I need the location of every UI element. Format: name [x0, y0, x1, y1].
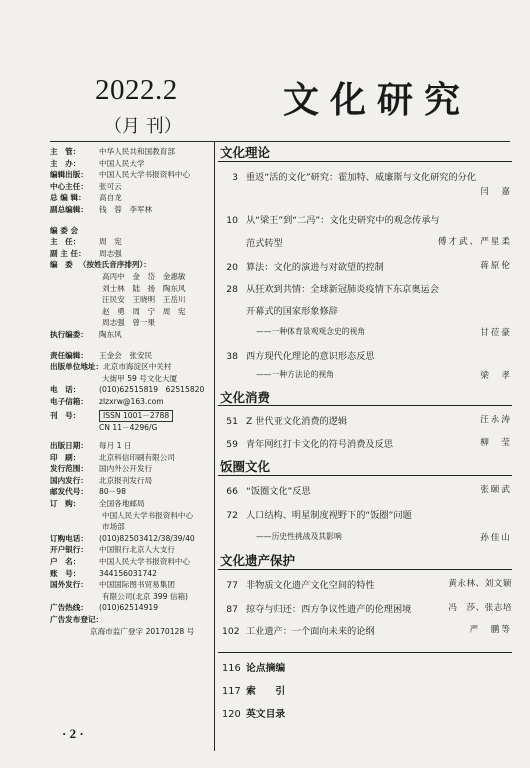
entry-title: 英文目录: [246, 709, 286, 720]
postcode: 80－98: [99, 487, 126, 497]
entry-title: 人口结构、明星制度视野下的“饭圈”问题: [246, 510, 412, 521]
journal-title: 文化研究: [283, 79, 472, 121]
account-label: 账 号：: [50, 568, 81, 578]
chief-editor: 高自龙: [99, 193, 122, 203]
section-rule: [218, 569, 512, 570]
chief-editor-label: 总 编 辑：: [50, 193, 86, 203]
members-label: 编 委: [50, 260, 73, 270]
committee-head: 周 宪: [99, 237, 122, 247]
section-rule: [218, 652, 512, 653]
issn-label: 刊 号：: [50, 411, 81, 421]
address-line2: 大街甲 59 号文化大厦: [102, 373, 178, 383]
entry-title-cont: 开幕式的国家形象修辞: [246, 306, 338, 317]
order-phone: (010)82503412/38/39/40: [99, 533, 195, 543]
entry-page: 38: [226, 351, 238, 362]
section-rule: [218, 475, 512, 476]
toc-entry[interactable]: [222, 507, 512, 521]
entry-subtitle: ——历史性挑战及其影响: [256, 532, 342, 541]
entry-title: 青年网红打卡文化的符号消费及反思: [246, 439, 393, 450]
entry-title: 非物质文化遗产文化空间的特性: [246, 580, 375, 591]
entry-title: 算法：文化的演进与对欲望的控制: [246, 262, 384, 273]
exec-editor-label: 执行编委：: [50, 329, 88, 339]
account-name: 中国人民大学书报资料中心: [99, 557, 191, 566]
order-label: 订 购：: [50, 499, 81, 509]
entry-page: 72: [226, 510, 238, 521]
ad-phone: (010)62514919: [99, 603, 159, 613]
entry-title: 工业遗产：一个面向未来的论纲: [246, 626, 375, 637]
exec-editor: 陶东风: [99, 329, 122, 339]
toc-entry[interactable]: [222, 577, 512, 591]
entry-page: 66: [226, 486, 238, 497]
section-heading: 文化消费: [220, 390, 271, 405]
toc-entry[interactable]: [222, 259, 512, 273]
column-divider: [214, 141, 215, 751]
toc-entry-sub: [222, 531, 512, 542]
order-line3: 市场部: [102, 522, 125, 532]
header-divider: [50, 141, 510, 142]
toc-entry[interactable]: [222, 483, 512, 497]
intl-line1: 中国国际图书贸易集团: [99, 580, 175, 590]
entry-author: 黄永林、刘文颖: [448, 579, 512, 589]
cn-number: CN 11－4296/G: [99, 423, 158, 433]
member-line: 汪民安 王晓明 王岳川: [102, 295, 186, 305]
sponsor: 中华人民共和国教育部: [99, 147, 175, 156]
email-label: 电子信箱：: [50, 396, 88, 406]
resp-editor-label: 责任编辑：: [50, 350, 88, 360]
domestic-label: 国内发行：: [50, 475, 88, 485]
entry-title: 从狂欢到共情：全球新冠肺炎疫情下东京奥运会: [246, 284, 439, 295]
intl-label: 国外发行：: [50, 580, 88, 590]
committee-heading: 编 委 会: [50, 225, 79, 235]
host-label: 主 办：: [50, 158, 81, 168]
entry-title: 论点摘编: [246, 663, 286, 674]
entry-page: 28: [226, 284, 238, 295]
director: 张可云: [99, 181, 122, 191]
entry-title: Z 世代亚文化消费的逻辑: [246, 416, 348, 427]
host: 中国人民大学: [99, 158, 145, 168]
entry-page: 10: [226, 215, 238, 226]
section-rule: [218, 161, 512, 162]
entry-title-cont: 范式转型: [246, 238, 283, 249]
email: zlzxrw@163.com: [99, 396, 164, 406]
toc-entry[interactable]: [222, 413, 512, 427]
section-heading: 文化遗产保护: [220, 553, 296, 568]
editor: 中国人民大学书报资料中心: [99, 170, 191, 180]
entry-author: 甘莅豪: [480, 328, 512, 338]
toc-entry[interactable]: [222, 706, 512, 720]
entry-page: 87: [226, 604, 238, 615]
entry-title: 索 引: [246, 686, 286, 697]
distribution: 国内外公开发行: [99, 464, 153, 474]
toc-entry[interactable]: [222, 212, 512, 226]
entry-author: 傅才武、严星柔: [437, 237, 512, 247]
member-line: 赵 勇 周 宁 周 宪: [102, 306, 186, 316]
order-phone-label: 订购电话：: [50, 533, 88, 543]
entry-page: 51: [226, 416, 238, 427]
ad-reg: 京海市监广登字 20170128 号: [90, 626, 195, 636]
members-note: （按姓氏音序排列）：: [78, 260, 151, 270]
entry-subtitle: ——一种方法论的视角: [256, 370, 334, 379]
entry-page: 3: [232, 172, 238, 183]
entry-page: 116: [222, 663, 241, 674]
pub-date: 每月 1 日: [99, 441, 132, 451]
member-line: 周志强 曾一果: [102, 318, 156, 328]
section-heading: 饭圈文化: [220, 459, 271, 474]
toc-entry[interactable]: [222, 281, 512, 295]
entry-page: 102: [222, 626, 240, 637]
bank: 中国银行北京人大支行: [99, 545, 175, 555]
bank-label: 开户银行：: [50, 545, 88, 555]
toc-entry[interactable]: [222, 683, 512, 697]
toc-entry-cont: [222, 303, 512, 317]
issue-frequency: （月 刊）: [104, 116, 182, 137]
editor-label: 编辑出版：: [50, 170, 88, 180]
entry-page: 20: [226, 262, 238, 273]
committee-vice-label: 副 主 任：: [50, 248, 86, 258]
sponsor-label: 主 管：: [50, 147, 81, 156]
section-heading: 文化理论: [220, 145, 271, 160]
order-line1: 全国各地邮局: [99, 499, 145, 509]
issue-year: 2022.2: [95, 74, 178, 106]
entry-author: 张颐武: [480, 485, 512, 495]
pub-date-label: 出版日期：: [50, 441, 88, 451]
ad-phone-label: 广告热线：: [50, 603, 88, 613]
account-name-label: 户 名：: [50, 557, 81, 566]
masthead: [50, 146, 212, 637]
toc-entry[interactable]: [222, 660, 512, 674]
member-line: 高丙中 金 岱 金惠敏: [102, 271, 186, 281]
committee-head-label: 主 任：: [50, 237, 81, 247]
intl-line2: 有限公司(北京 399 信箱): [102, 591, 188, 601]
entry-author: 蒋原伦: [480, 261, 512, 271]
entry-page: 117: [222, 686, 241, 697]
entry-page: 77: [226, 580, 238, 591]
address-line1: 北京市海淀区中关村: [103, 362, 172, 372]
entry-title: 西方现代化理论的意识形态反思: [246, 351, 375, 362]
postcode-label: 邮发代号：: [50, 487, 88, 497]
entry-author: 梁 孝: [480, 371, 512, 381]
toc-entry[interactable]: [222, 623, 512, 637]
entry-author: 汪永涛: [480, 415, 512, 425]
toc-entry-sub: [222, 326, 512, 337]
committee-vice: 周志强: [99, 248, 122, 258]
issn-box: ISSN 1001－2788: [99, 410, 173, 422]
entry-author: 闫 嘉: [480, 187, 512, 197]
director-label: 中心主任：: [50, 181, 88, 191]
toc-entry-sub: [222, 369, 512, 380]
deputy-editor-label: 副总编辑：: [50, 204, 88, 214]
entry-author: 严 鹏等: [469, 625, 512, 635]
domestic: 北京报刊发行局: [99, 475, 153, 485]
address-label: 出版单位地址：: [50, 362, 104, 372]
toc-entry[interactable]: [222, 169, 512, 183]
entry-page: 59: [226, 439, 238, 450]
entry-subtitle: ——一种体育景观观念史的视角: [256, 327, 366, 336]
toc-entry-cont: [222, 235, 512, 249]
deputy-editor: 钱 蓉 李军林: [99, 204, 153, 214]
phone-label: 电 话：: [50, 385, 81, 395]
entry-title: 重返“活的文化”研究：霍加特、威廉斯与文化研究的分化: [246, 172, 477, 183]
entry-author: 冯 莎、张志培: [448, 603, 512, 613]
toc-entry[interactable]: [222, 348, 512, 362]
toc-entry[interactable]: [222, 436, 512, 450]
toc-entry[interactable]: [222, 601, 512, 615]
phone: (010)62515819 62515820: [99, 385, 205, 395]
entry-title: 掠夺与归还：西方争议性遗产的伦理困境: [246, 604, 412, 615]
ad-reg-label: 广告发布登记：: [50, 614, 104, 624]
entry-title: 从“梁王”到“二冯”：文化史研究中的观念传承与: [246, 215, 440, 226]
printer: 北京科信印刷有限公司: [99, 452, 175, 462]
entry-author: 柳 莹: [480, 438, 512, 448]
section-rule: [218, 405, 512, 406]
member-line: 刘士林 陆 扬 陶东风: [102, 283, 186, 293]
resp-editor: 王金会 张安民: [99, 350, 153, 360]
distribution-label: 发行范围：: [50, 464, 88, 474]
entry-page: 120: [222, 709, 241, 720]
page-number: · 2 ·: [62, 726, 84, 741]
entry-title: “饭圈文化”反思: [246, 486, 311, 497]
printer-label: 印 刷：: [50, 452, 81, 462]
order-line2: 中国人民大学书报资料中心: [102, 510, 194, 520]
entry-author: 孙佳山: [480, 533, 512, 543]
account: 344156031742: [99, 568, 157, 578]
